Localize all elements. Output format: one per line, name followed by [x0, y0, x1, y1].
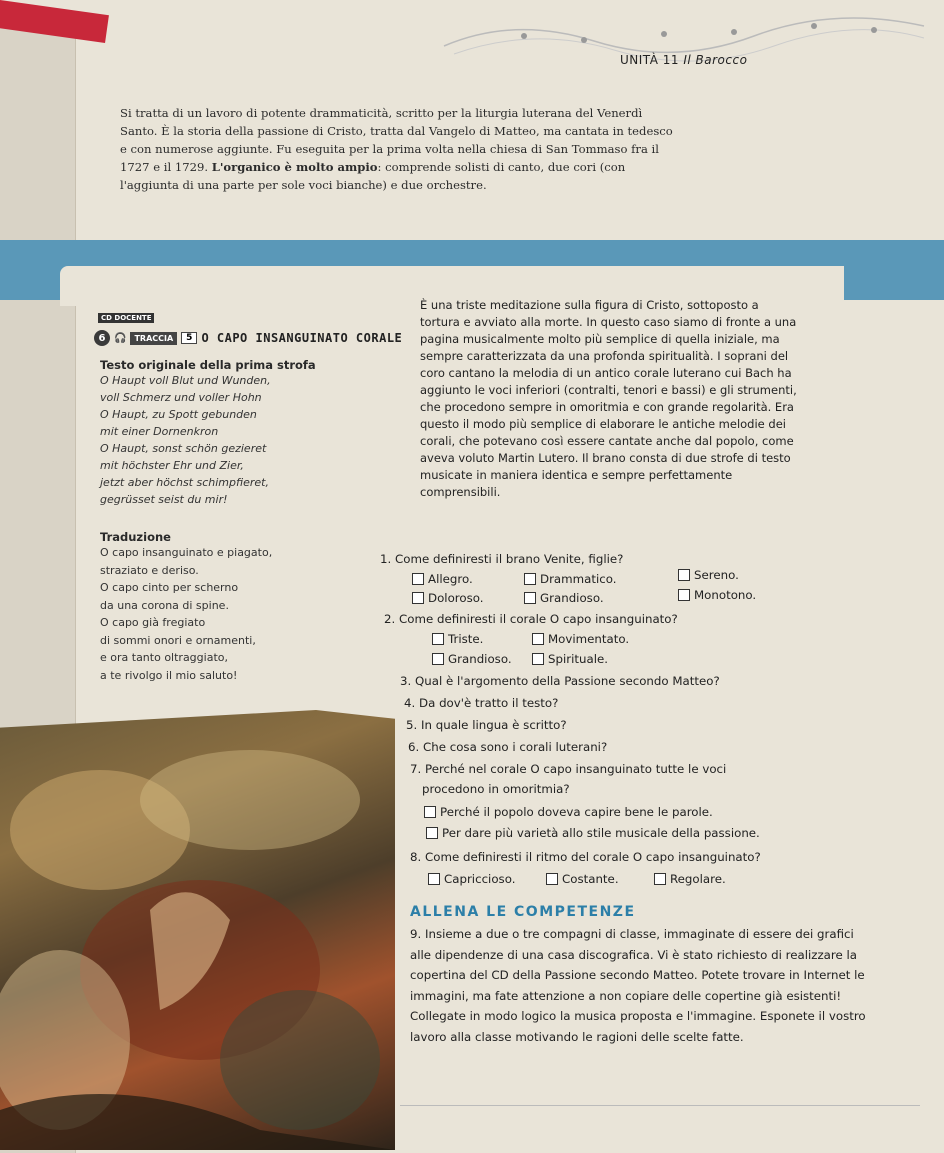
translation-line: a te rivolgo il mio saluto!	[100, 668, 238, 682]
checkbox[interactable]	[524, 573, 536, 585]
translation-line: O capo cinto per scherno	[100, 581, 239, 594]
headphones-icon: 🎧	[114, 332, 127, 344]
track-header	[94, 330, 402, 346]
option-drammatico[interactable]: Drammatico.	[524, 572, 617, 586]
baroque-painting-image	[0, 710, 395, 1150]
intro-bold: L'organico è molto ampio	[211, 160, 378, 174]
question-5: 5. In quale lingua è scritto?	[406, 718, 567, 732]
checkbox[interactable]	[424, 806, 436, 818]
question-7-cont: procedono in omoritmia?	[422, 782, 570, 796]
option-capriccioso[interactable]: Capriccioso.	[428, 872, 515, 886]
lyric-line: O Haupt, sonst schön gezieret	[100, 442, 267, 455]
song-title: O CAPO INSANGUINATO CORALE	[201, 331, 403, 345]
translation-line: da una corona di spine.	[100, 598, 229, 612]
checkbox[interactable]	[412, 573, 424, 585]
option-q7-b[interactable]: Per dare più varietà allo stile musicale della passione.	[426, 826, 760, 840]
checkbox[interactable]	[654, 873, 666, 885]
unit-header	[620, 53, 747, 67]
option-triste[interactable]: Triste.	[432, 632, 483, 646]
checkbox[interactable]	[428, 873, 440, 885]
original-lyrics	[100, 372, 380, 508]
question-1: 1. Come definiresti il brano Venite, figlie?	[380, 552, 624, 566]
lyric-line: gegrüsset seist du mir!	[100, 493, 228, 506]
option-doloroso[interactable]: Doloroso.	[412, 591, 484, 605]
cd-label: CD DOCENTE	[98, 313, 154, 323]
description-paragraph: È una triste meditazione sulla figura di Cristo, sottoposto a tortura e avviato alla morte. In questo caso siamo di fronte a una pagina musicalmente molto più semplice di quella iniziale, ma sempre caratterizzata da una profonda spiritualità. I soprani del coro cantano la melodia di un antico corale luterano cui Bach ha aggiunto le voci inferiori (contralti, tenori e bassi) e gli strumenti, che procedono sempre in omoritmia e con grande regolarità. Era questo il modo più semplice di elaborare le antiche melodie dei corali, che potevano così essere cantate anche dal popolo, come aveva voluto Martin Lutero. Il brano consta di due strofe di testo musicate in maniera identica e sempre perfettamente comprensibili.	[420, 298, 797, 499]
option-monotono[interactable]: Monotono.	[678, 588, 756, 602]
original-text-label: Testo originale della prima strofa	[100, 358, 316, 372]
option-allegro[interactable]: Allegro.	[412, 572, 473, 586]
checkbox[interactable]	[546, 873, 558, 885]
translation-line: straziato e deriso.	[100, 563, 199, 577]
translation-lyrics	[100, 544, 380, 684]
option-sereno[interactable]: Sereno.	[678, 568, 739, 582]
question-4: 4. Da dov'è tratto il testo?	[404, 696, 559, 710]
lyric-line: voll Schmerz und voller Hohn	[100, 391, 262, 404]
track-number: 5	[181, 332, 197, 344]
divider	[400, 1105, 920, 1106]
lyric-line: mit einer Dornenkron	[100, 425, 219, 438]
translation-line: e ora tanto oltraggiato,	[100, 651, 228, 664]
question-6: 6. Che cosa sono i corali luterani?	[408, 740, 608, 754]
translation-line: O capo insanguinato e piagato,	[100, 546, 273, 559]
option-grandioso[interactable]: Grandioso.	[524, 591, 604, 605]
option-regolare[interactable]: Regolare.	[654, 872, 726, 886]
checkbox[interactable]	[432, 633, 444, 645]
intro-paragraph	[120, 104, 680, 194]
translation-line: O capo già fregiato	[100, 616, 206, 629]
lyrics-column	[100, 358, 380, 684]
question-2: 2. Come definiresti il corale O capo insanguinato?	[384, 612, 678, 626]
checkbox[interactable]	[678, 569, 690, 581]
option-q7-a[interactable]: Perché il popolo doveva capire bene le parole.	[424, 805, 713, 819]
track-tag: TRACCIA	[130, 332, 177, 345]
competenze-heading: ALLENA LE COMPETENZE	[410, 904, 636, 920]
option-movimentato[interactable]: Movimentato.	[532, 632, 629, 646]
intro-text-2: : comprende solisti di canto, due cori (con l'aggiunta di una parte per sole voci bianche) e due orchestre.	[120, 160, 626, 192]
checkbox[interactable]	[432, 653, 444, 665]
question-3: 3. Qual è l'argomento della Passione secondo Matteo?	[400, 674, 720, 688]
checkbox[interactable]	[412, 592, 424, 604]
checkbox[interactable]	[524, 592, 536, 604]
translation-line: di sommi onori e ornamenti,	[100, 633, 256, 647]
lyric-line: O Haupt, zu Spott gebunden	[100, 408, 257, 421]
competenze-text: 9. Insieme a due o tre compagni di classe, immaginate di essere dei grafici alle dipendenze di una casa discografica. Vi è stato richiesto di realizzare la copertina del CD della Passione secondo Matteo. Potete trovare in Internet le immagini, ma fate attenzione a non copiare delle copertine già esistenti! Collegate in modo logico la musica proposta e l'immagine. Esponete il vostro lavoro alla classe motivando le ragioni delle scelte fatte.	[410, 927, 866, 1044]
intro-text-1: Si tratta di un lavoro di potente drammaticità, scritto per la liturgia luterana del Venerdì Santo. È la storia della passione di Cristo, tratta dal Vangelo di Matteo, ma cantata in tedesco e con numerose aggiunte. Fu eseguita per la prima volta nella chiesa di San Tommaso fra il 1727 e il 1729.	[120, 106, 673, 174]
unit-topic: Il Barocco	[683, 53, 748, 67]
option-costante[interactable]: Costante.	[546, 872, 619, 886]
cd-number-badge: 6	[94, 330, 110, 346]
checkbox[interactable]	[678, 589, 690, 601]
unit-number: UNITÀ 11	[620, 53, 679, 67]
question-7: 7. Perché nel corale O capo insanguinato tutte le voci	[410, 762, 727, 776]
lyric-line: O Haupt voll Blut und Wunden,	[100, 374, 271, 387]
question-8: 8. Come definiresti il ritmo del corale O capo insanguinato?	[410, 850, 761, 864]
option-grandioso-2[interactable]: Grandioso.	[432, 652, 512, 666]
checkbox[interactable]	[426, 827, 438, 839]
option-spirituale[interactable]: Spirituale.	[532, 652, 608, 666]
checkbox[interactable]	[532, 633, 544, 645]
lyric-line: jetzt aber höchst schimpfieret,	[100, 476, 269, 489]
lyric-line: mit höchster Ehr und Zier,	[100, 459, 244, 472]
translation-label: Traduzione	[100, 530, 171, 544]
checkbox[interactable]	[532, 653, 544, 665]
